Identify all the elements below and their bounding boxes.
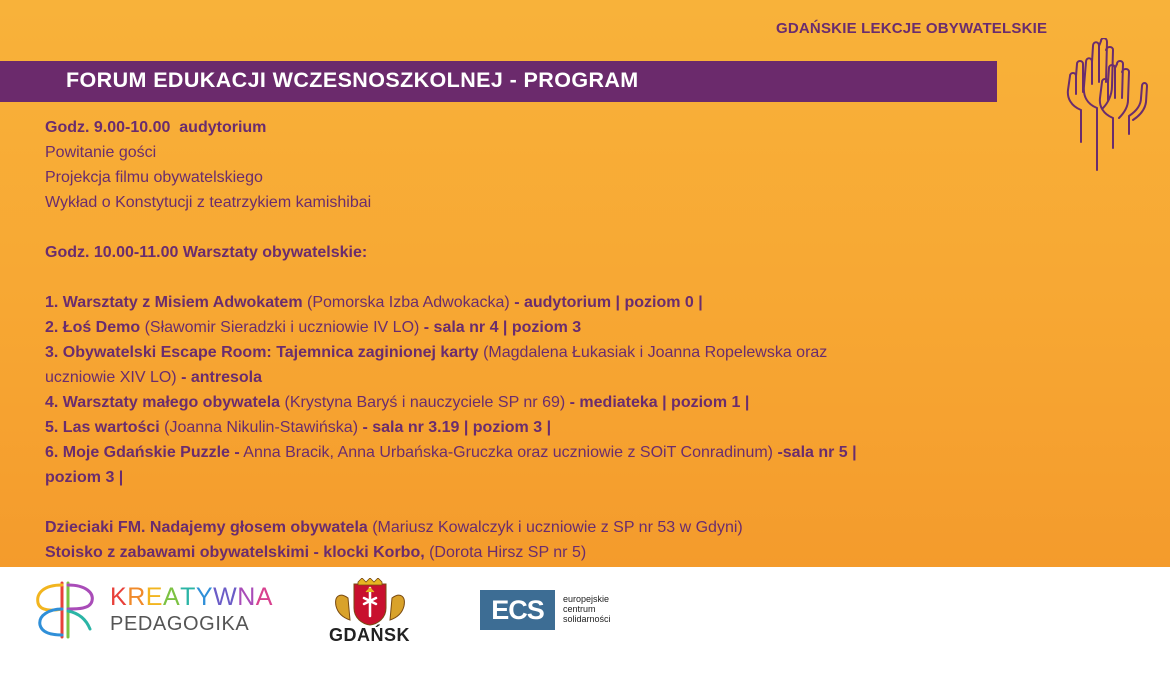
workshop-hosts: (Sławomir Sieradzki i uczniowie IV LO) xyxy=(140,319,424,336)
program-item: Powitanie gości xyxy=(45,144,157,161)
workshop-hosts: (Pomorska Izba Adwokacka) xyxy=(302,294,515,311)
gdansk-coat-of-arms-icon xyxy=(330,578,410,626)
extra-title: Stoisko z zabawami obywatelskimi - klocki Korbo, xyxy=(45,544,425,561)
extra-hosts: (Dorota Hirsz SP nr 5) xyxy=(424,544,587,561)
workshop-item xyxy=(45,415,1105,440)
workshop-title: 4. Warsztaty małego obywatela xyxy=(45,394,281,411)
workshop-title: 2. Łoś Demo xyxy=(45,319,141,336)
ecs-desc-line: solidarności xyxy=(563,614,611,624)
workshop-location: - mediateka | poziom 1 | xyxy=(569,394,750,411)
workshop-title: 3. Obywatelski Escape Room: Tajemnica zaginionej karty xyxy=(45,344,479,361)
ecs-logo-letters: ECS xyxy=(491,595,544,625)
workshop-hosts: uczniowie XIV LO) xyxy=(45,369,182,386)
logo-letter: A xyxy=(255,583,273,611)
logo-letter: A xyxy=(162,583,181,611)
workshop-hosts: Anna Bracik, Anna Urbańska-Gruczka oraz uczniowie z SOiT Conradinum) xyxy=(239,444,778,461)
logo-letter: E xyxy=(145,583,163,611)
pedagogika-logo-text: PEDAGOGIKA xyxy=(110,613,250,635)
workshop-hosts: (Magdalena Łukasiak i Joanna Ropelewska oraz xyxy=(478,344,828,361)
logo-letter: R xyxy=(127,583,146,611)
kreatywna-logo-text xyxy=(110,583,273,612)
workshop-location: - antresola xyxy=(181,369,262,386)
workshop-item xyxy=(45,390,1105,415)
program-item: Wykład o Konstytucji z teatrzykiem kamishibai xyxy=(45,194,372,211)
block-1-time: Godz. 9.00-10.00 xyxy=(45,119,171,136)
workshop-title: 6. Moje Gdańskie Puzzle - xyxy=(45,444,240,461)
workshop-item xyxy=(45,340,1105,365)
program-list xyxy=(45,115,1105,565)
logo-letter: N xyxy=(237,583,256,611)
schedule-block-2-header: Godz. 10.00-11.00 Warsztaty obywatelskie: xyxy=(45,244,368,261)
workshop-item xyxy=(45,440,1105,465)
block-1-place: audytorium xyxy=(179,119,267,136)
logo-letter: K xyxy=(110,583,128,611)
organization-name: GDAŃSKIE LEKCJE OBYWATELSKIE xyxy=(776,20,1048,37)
workshop-location: - sala nr 4 | poziom 3 xyxy=(423,319,582,336)
workshop-item xyxy=(45,315,1105,340)
ecs-desc-line: europejskie xyxy=(563,594,610,604)
ecs-desc-line: centrum xyxy=(563,604,596,614)
workshop-item xyxy=(45,290,1105,315)
workshop-item-continued xyxy=(45,365,1105,390)
kreatywna-pedagogika-logo-icon xyxy=(32,579,98,641)
workshop-location: - sala nr 3.19 | poziom 3 | xyxy=(362,419,552,436)
schedule-block-1-header xyxy=(45,115,1105,140)
workshop-hosts: (Krystyna Baryś i nauczyciele SP nr 69) xyxy=(280,394,570,411)
logo-letter: T xyxy=(180,583,196,611)
workshop-title: 1. Warsztaty z Misiem Adwokatem xyxy=(45,294,303,311)
extra-title: Dzieciaki FM. Nadajemy głosem obywatela xyxy=(45,519,368,536)
logo-letter: Y xyxy=(195,583,214,611)
workshop-hosts: (Joanna Nikulin-Stawińska) xyxy=(159,419,363,436)
page-title: FORUM EDUKACJI WCZESNOSZKOLNEJ - PROGRAM xyxy=(66,68,639,92)
workshop-location: -sala nr 5 | xyxy=(777,444,857,461)
program-item: Projekcja filmu obywatelskiego xyxy=(45,169,263,186)
extra-item xyxy=(45,540,1105,565)
logo-letter: W xyxy=(213,583,238,611)
workshop-item-continued: poziom 3 | xyxy=(45,469,124,486)
extra-hosts: (Mariusz Kowalczyk i uczniowie z SP nr 53 w Gdyni) xyxy=(367,519,743,536)
workshop-title: 5. Las wartości xyxy=(45,419,160,436)
extra-item xyxy=(45,515,1105,540)
gdansk-logo-text: GDAŃSK xyxy=(329,625,411,645)
workshop-location: - audytorium | poziom 0 | xyxy=(514,294,703,311)
ecs-logo-description xyxy=(563,594,611,624)
